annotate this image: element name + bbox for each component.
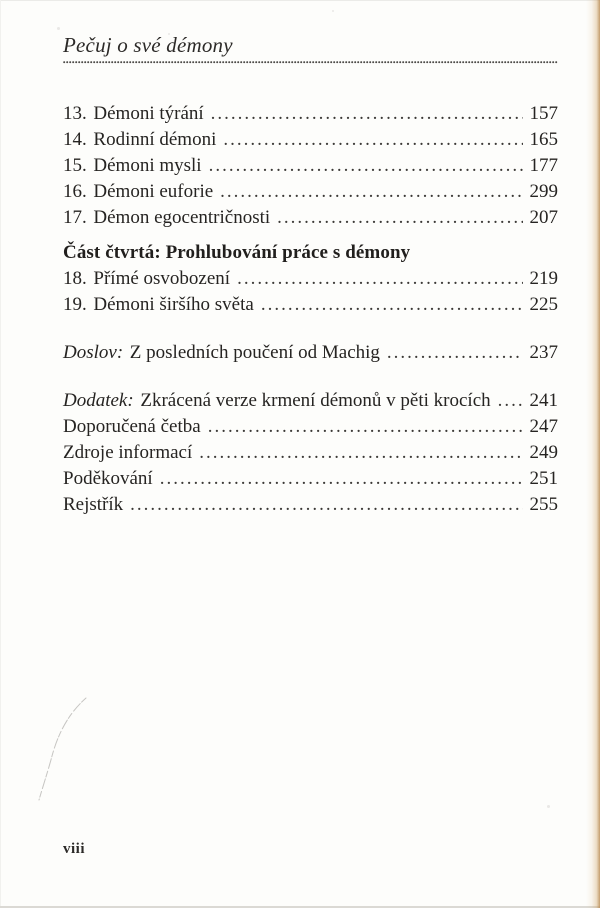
chapter-number: 14. (63, 129, 87, 150)
dot-leader (208, 414, 523, 440)
page-number: 249 (529, 442, 558, 463)
dot-leader (223, 127, 523, 153)
dot-leader (277, 205, 523, 231)
toc-entry (63, 266, 558, 292)
dot-leader (387, 340, 523, 366)
entry-title: Rejstřík (63, 494, 124, 515)
toc-entry (63, 292, 558, 318)
entry-title: Zdroje informací (63, 442, 193, 463)
toc-entry (63, 205, 558, 231)
dot-leader (209, 153, 523, 179)
page-number: 225 (529, 294, 558, 315)
dot-leader (130, 492, 523, 518)
page-number: 299 (529, 181, 558, 202)
toc-entry (63, 179, 558, 205)
dot-leader (220, 179, 523, 205)
entry-prefix: Doslov: (63, 342, 124, 363)
scan-speck (332, 10, 334, 12)
chapter-number: 18. (63, 268, 87, 289)
scan-edge-top (0, 0, 600, 1)
page-spine-shadow (586, 0, 600, 908)
toc-entry-dodatek (63, 388, 558, 414)
toc-entry-doslov (63, 340, 558, 366)
toc-entry (63, 466, 558, 492)
page-number: 165 (529, 129, 558, 150)
chapter-number: 13. (63, 103, 87, 124)
part-heading: Část čtvrtá: Prohlubování práce s démony (63, 242, 411, 263)
page-number: 237 (529, 342, 558, 363)
page-number: 247 (529, 416, 558, 437)
page-number: 219 (529, 268, 558, 289)
page-number: 251 (529, 468, 558, 489)
dot-leader (261, 292, 523, 318)
entry-title: Doporučená četba (63, 416, 201, 437)
dot-leader (199, 440, 523, 466)
chapter-number: 15. (63, 155, 87, 176)
toc-entry (63, 127, 558, 153)
table-of-contents (63, 101, 558, 518)
page-number: 255 (529, 494, 558, 515)
entry-title: Poděkování (63, 468, 153, 489)
page-number: 207 (529, 207, 558, 228)
chapter-title: Démoni mysli (93, 155, 202, 176)
entry-prefix: Dodatek: (63, 390, 134, 411)
chapter-title: Démoni týrání (93, 103, 204, 124)
folio-page-number: viii (63, 841, 86, 857)
toc-entry (63, 440, 558, 466)
chapter-number: 19. (63, 294, 87, 315)
toc-entry (63, 101, 558, 127)
scanner-hair-artifact (28, 686, 108, 806)
chapter-title: Démoni širšího světa (93, 294, 254, 315)
dot-leader (498, 388, 523, 414)
toc-entry (63, 153, 558, 179)
dotted-rule (63, 61, 558, 64)
chapter-title: Démoni euforie (93, 181, 214, 202)
scan-speck (547, 805, 550, 808)
running-title: Pečuj o své démony (63, 33, 233, 57)
page-number: 177 (529, 155, 558, 176)
scan-edge-left (0, 0, 1, 908)
dot-leader (160, 466, 523, 492)
dot-leader (237, 266, 523, 292)
page-number: 241 (529, 390, 558, 411)
running-head (63, 30, 558, 64)
toc-entry (63, 414, 558, 440)
dot-leader (211, 101, 523, 127)
toc-entry (63, 492, 558, 518)
scan-speck (57, 27, 60, 30)
chapter-title: Rodinní démoni (93, 129, 217, 150)
chapter-number: 16. (63, 181, 87, 202)
entry-title: Z posledních poučení od Machig (129, 342, 380, 363)
page-number: 157 (529, 103, 558, 124)
chapter-title: Démon egocentričnosti (93, 207, 271, 228)
entry-title: Zkrácená verze krmení démonů v pěti krocích (140, 390, 491, 411)
chapter-number: 17. (63, 207, 87, 228)
chapter-title: Přímé osvobození (93, 268, 231, 289)
scan-speck (168, 33, 170, 35)
